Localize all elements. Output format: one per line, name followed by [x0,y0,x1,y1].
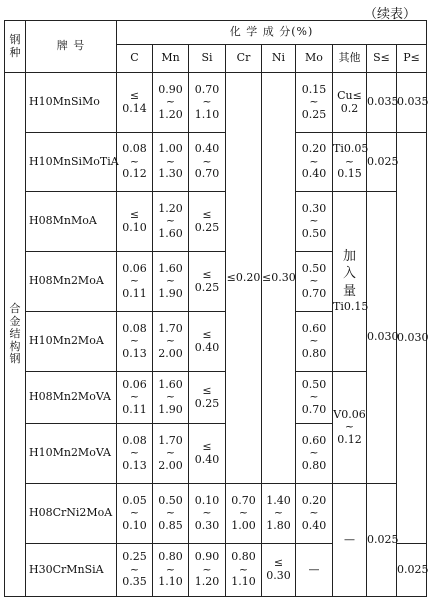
continued-label: （续表） [363,7,416,22]
grade-cell: H30CrMnSiA [26,544,117,597]
c-cell: 0.08 ~ 0.13 [117,312,153,372]
header-other: 其他 [333,45,367,73]
p-cell: 0.035 [397,73,427,133]
mo-cell: 0.50 ~ 0.70 [296,372,333,424]
mo-cell: 0.20 ~ 0.40 [296,133,333,192]
mo-cell: 0.15 ~ 0.25 [296,73,333,133]
si-cell: 0.70 ~ 1.10 [189,73,226,133]
mn-cell: 1.60 ~ 1.90 [153,252,189,312]
mn-cell: 1.70 ~ 2.00 [153,424,189,484]
mn-cell: 0.90 ~ 1.20 [153,73,189,133]
si-cell: ≤ 0.25 [189,372,226,424]
grade-cell: H10Mn2MoA [26,312,117,372]
mn-cell: 1.70 ~ 2.00 [153,312,189,372]
mo-cell: 0.30 ~ 0.50 [296,192,333,252]
mo-cell: 0.50 ~ 0.70 [296,252,333,312]
header-mn: Mn [153,45,189,73]
ni-cell: ≤ 0.30 [262,544,296,597]
mo-cell: 0.20 ~ 0.40 [296,484,333,544]
grade-cell: H08CrNi2MoA [26,484,117,544]
header-cr: Cr [226,45,262,73]
si-cell: 0.90 ~ 1.20 [189,544,226,597]
mn-cell: 0.80 ~ 1.10 [153,544,189,597]
grade-cell: H08Mn2MoVA [26,372,117,424]
other-add-cell: 加 入 量 Ti0.15 [333,192,367,372]
steel-type-cell: 合 金 结 构 钢 [5,73,26,597]
mn-cell: 1.60 ~ 1.90 [153,372,189,424]
c-cell: 0.08 ~ 0.13 [117,424,153,484]
grade-cell: H10Mn2MoVA [26,424,117,484]
si-cell: ≤ 0.40 [189,312,226,372]
cr-cell: 0.80 ~ 1.10 [226,544,262,597]
grade-header: 牌 号 [26,21,117,73]
mo-cell: 0.60 ~ 0.80 [296,424,333,484]
header-si: Si [189,45,226,73]
c-cell: 0.06 ~ 0.11 [117,372,153,424]
si-cell: ≤ 0.25 [189,192,226,252]
c-cell: ≤ 0.14 [117,73,153,133]
si-cell: 0.10 ~ 0.30 [189,484,226,544]
p-cell: 0.025 [397,544,427,597]
cr-merged-cell: ≤0.20 [226,73,262,484]
grade-cell: H10MnSiMo [26,73,117,133]
other-cu-cell: Cu≤ 0.2 [333,73,367,133]
grade-cell: H08MnMoA [26,192,117,252]
grade-cell: H08Mn2MoA [26,252,117,312]
s-cell: 0.025 [367,484,397,597]
header-p: P≤ [397,45,427,73]
other-ti-cell: Ti0.05 ~ 0.15 [333,133,367,192]
other-dash-cell: — [333,484,367,597]
composition-header: 化 学 成 分(%) [117,21,427,45]
mn-cell: 1.20 ~ 1.60 [153,192,189,252]
header-s: S≤ [367,45,397,73]
c-cell: 0.06 ~ 0.11 [117,252,153,312]
welding-wire-composition-table [4,20,427,597]
mn-cell: 0.50 ~ 0.85 [153,484,189,544]
steel-type-header: 钢 种 [5,21,26,73]
s-cell: 0.035 [367,73,397,133]
c-cell: ≤ 0.10 [117,192,153,252]
mo-cell: — [296,544,333,597]
c-cell: 0.08 ~ 0.12 [117,133,153,192]
ni-merged-cell: ≤0.30 [262,73,296,484]
c-cell: 0.05 ~ 0.10 [117,484,153,544]
header-ni: Ni [262,45,296,73]
cr-cell: 0.70 ~ 1.00 [226,484,262,544]
p-merged-cell: 0.030 [397,133,427,544]
si-cell: 0.40 ~ 0.70 [189,133,226,192]
c-cell: 0.25 ~ 0.35 [117,544,153,597]
grade-cell: H10MnSiMoTiA [26,133,117,192]
si-cell: ≤ 0.25 [189,252,226,312]
mn-cell: 1.00 ~ 1.30 [153,133,189,192]
si-cell: ≤ 0.40 [189,424,226,484]
ni-cell: 1.40 ~ 1.80 [262,484,296,544]
header-c: C [117,45,153,73]
mo-cell: 0.60 ~ 0.80 [296,312,333,372]
s-merged-cell: 0.030 [367,192,397,484]
other-v-cell: V0.06 ~ 0.12 [333,372,367,484]
s-cell: 0.025 [367,133,397,192]
header-mo: Mo [296,45,333,73]
